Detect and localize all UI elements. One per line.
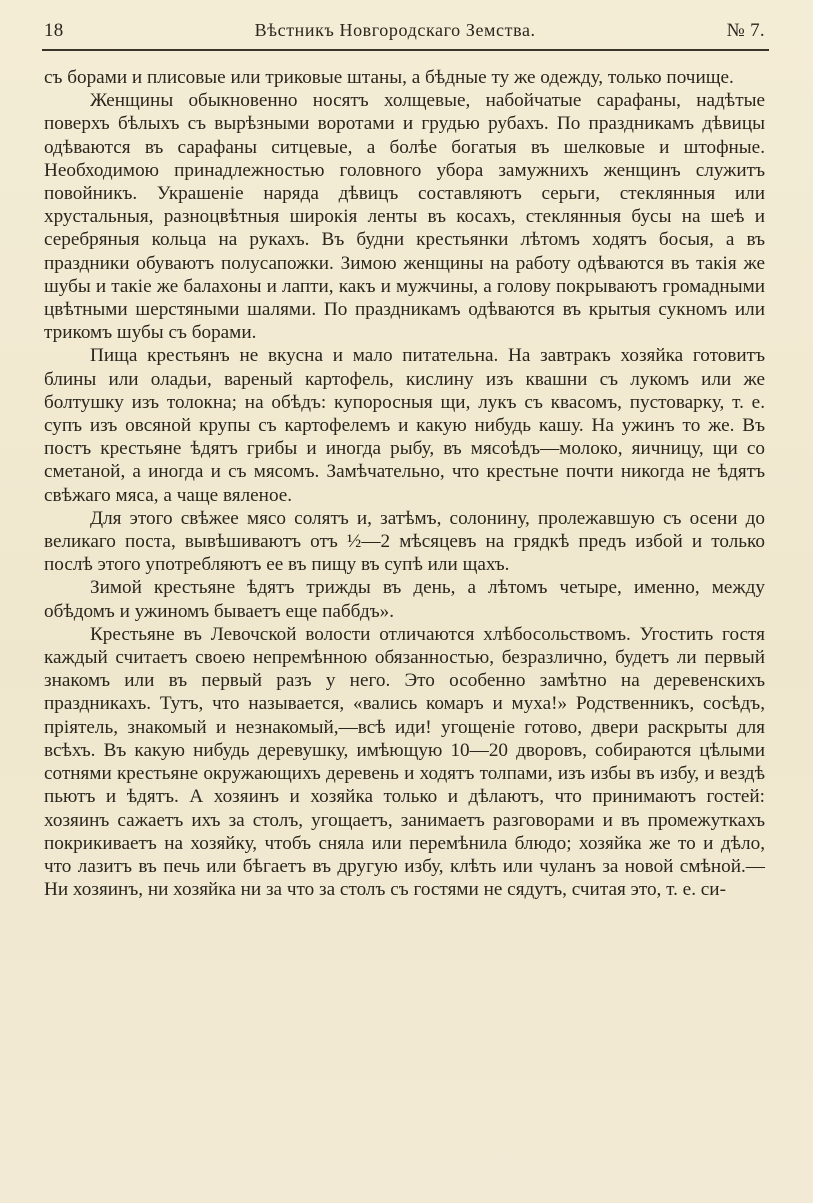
journal-title: Вѣстникъ Новгородскаго Земства. bbox=[254, 20, 536, 40]
header-rule bbox=[42, 49, 769, 51]
page-number: 18 bbox=[44, 20, 64, 41]
issue-number: № 7. bbox=[726, 20, 765, 41]
paragraph: Для этого свѣжее мясо солятъ и, затѣмъ, солонину, пролежавшую съ осени до великаго поста, вывѣшиваютъ отъ ½—2 мѣсяцевъ на грядкѣ предъ избой и только послѣ этого употребляютъ ее въ пищу въ супѣ или щахъ. bbox=[44, 507, 765, 576]
running-header bbox=[44, 20, 765, 46]
paragraph: съ борами и плисовые или триковые штаны, а бѣдные ту же одежду, только почище. bbox=[44, 67, 734, 88]
paragraph: Пища крестьянъ не вкусна и мало питательна. На завтракъ хозяйка готовитъ блины или оладьи, вареный картофель, кислину изъ квашни съ лукомъ или же болтушку изъ толокна; на обѣдъ: купоросныя щи, лукъ съ квасомъ, пустоварку, т. е. супъ изъ овсяной крупы съ картофелемъ и какую нибудь кашу. На ужинъ то же. Въ постъ крестьяне ѣдятъ грибы и иногда рыбу, въ мясоѣдъ—молоко, яичницу, щи со сметаной, а иногда и съ мясомъ. Замѣчательно, что крестьне почти никогда не ѣдятъ свѣжаго мяса, а чаще вяленое. bbox=[44, 345, 765, 506]
paragraph: Зимой крестьяне ѣдятъ трижды въ день, а лѣтомъ четыре, именно, между обѣдомъ и ужиномъ бываетъ еще паббдъ». bbox=[44, 577, 765, 622]
article-body bbox=[44, 66, 765, 901]
paragraph: Крестьяне въ Левочской волости отличаются хлѣбосольствомъ. Угостить гостя каждый считаетъ своею непремѣнною обязанностью, безразлично, будетъ ли первый знакомъ или въ первый разъ у него. Это особенно замѣтно на деревенскихъ праздникахъ. Тутъ, что называется, «вались комаръ и муха!» Родственникъ, сосѣдъ, пріятель, знакомый и незнакомый,—всѣ иди! угощеніе готово, двери раскрыты для всѣхъ. Въ какую нибудь деревушку, имѣющую 10—20 дворовъ, собираются цѣлыми сотнями крестьяне окружающихъ деревень и ходятъ толпами, изъ избы въ избу, и вездѣ пьютъ и ѣдятъ. А хозяинъ и хозяйка только и дѣлаютъ, что принимаютъ гостей: хозяинъ сажаетъ ихъ за столъ, угощаетъ, занимаетъ разговорами и въ промежуткахъ покрикиваетъ на хозяйку, чтобъ сняла или перемѣнила блюдо; хозяйка же то и дѣло, что лазитъ въ печь или бѣгаетъ въ другую избу, клѣть или чуланъ за новой смѣной.—Ни хозяинъ, ни хозяйка ни за что за столъ съ гостями не сядутъ, считая это, т. е. си- bbox=[44, 623, 765, 901]
paragraph: Женщины обыкновенно носятъ холщевые, набойчатые сарафаны, надѣтые поверхъ бѣлыхъ съ вырѣзными воротами и грудью рубахъ. По праздникамъ дѣвицы одѣваются въ сарафаны ситцевые, а болѣе богатыя въ шелковые и штофные. Необходимою принадлежностью головного убора замужнихъ женщинъ служитъ повойникъ. Украшеніе наряда дѣвицъ составляютъ серьги, стеклянныя или хрустальныя, разноцвѣтныя широкія ленты въ косахъ, стеклянныя бусы на шеѣ и серебряныя кольца на рукахъ. Въ будни крестьянки лѣтомъ ходятъ босыя, а въ праздники обуваютъ полусапожки. Зимою женщины на работу одѣваются въ такія же шубы и такіе же балахоны и лапти, какъ и мужчины, а голову покрываютъ громадными цвѣтными шерстяными шалями. По праздникамъ одѣваются въ крытыя сукномъ или трикомъ шубы съ борами. bbox=[44, 90, 765, 344]
